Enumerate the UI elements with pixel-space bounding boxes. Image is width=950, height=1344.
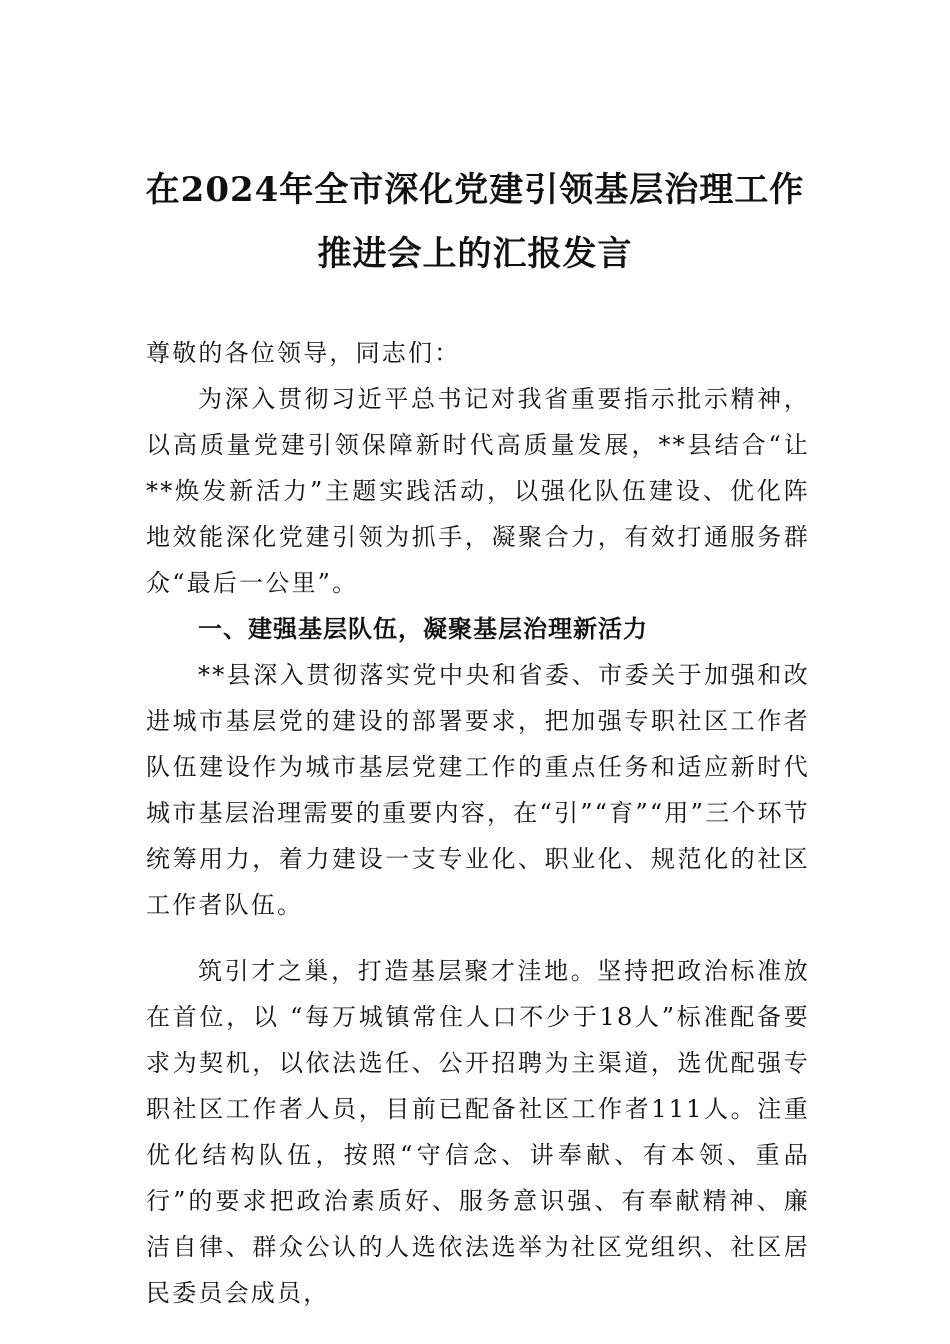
document-title-line-1: 在2024年全市深化党建引领基层治理工作 xyxy=(145,170,805,210)
paragraph-intro: 为深入贯彻习近平总书记对我省重要指示批示精神，以高质量党建引领保障新时代高质量发展，**县结合“让**焕发新活力”主题实践活动，以强化队伍建设、优化阵地效能深化党建引领为抓手，凝聚合力，有效打通服务群众“最后一公里”。 xyxy=(146,385,810,597)
paragraph-section-1: **县深入贯彻落实党中央和省委、市委关于加强和改进城市基层党的建设的部署要求，把加强专职社区工作者队伍建设作为城市基层党建工作的重点任务和适应新时代城市基层治理需要的重要内容，在“引”“育”“用”三个环节统筹用力，着力建设一支专业化、职业化、规范化的社区工作者队伍。 xyxy=(146,661,810,919)
section-heading-1: 一、建强基层队伍，凝聚基层治理新活力 xyxy=(198,615,648,643)
salutation: 尊敬的各位领导，同志们： xyxy=(146,339,461,367)
document-body xyxy=(146,330,810,1316)
document-title-line-2: 推进会上的汇报发言 xyxy=(317,234,633,274)
paragraph-talent: 筑引才之巢，打造基层聚才洼地。坚持把政治标准放在首位，以 “每万城镇常住人口不少于18人”标准配备要求为契机，以依法选任、公开招聘为主渠道，选优配强专职社区工作者人员，目前已配备社区工作者111人。注重优化结构队伍，按照“守信念、讲奉献、有本领、重品行”的要求把政治素质好、服务意识强、有奉献精神、廉洁自律、群众公认的人选依法选举为社区党组织、社区居民委员会成员， xyxy=(146,957,810,1307)
